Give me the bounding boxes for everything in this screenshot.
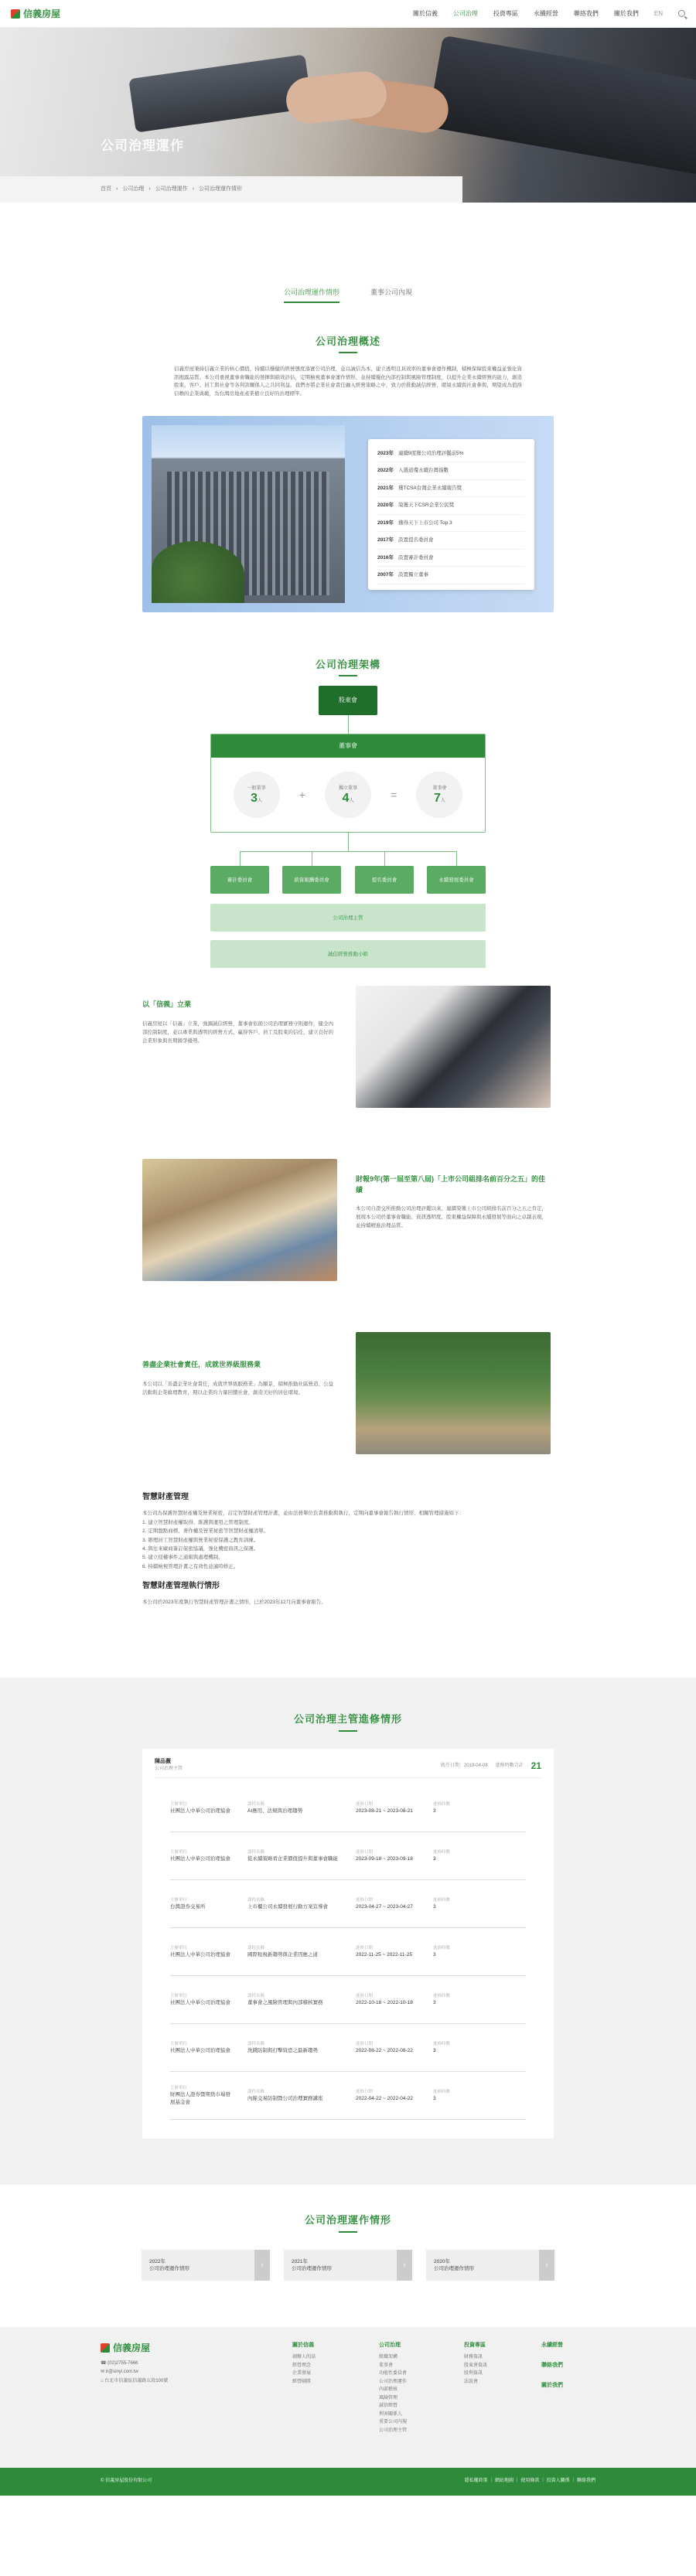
appointment-date: 就任日期：2019-04-08 — [440, 1763, 488, 1768]
footer-column-head[interactable]: 投資專區 — [464, 2342, 486, 2348]
tab-operation[interactable]: 公司治理運作情形 — [284, 288, 339, 303]
year-report-link[interactable]: 2020年 公司治理運作情形 › — [426, 2250, 554, 2281]
footer-link[interactable]: 組織架構 — [379, 2355, 398, 2360]
milestone-item: 2020年 榮獲天下CSR企業公民獎 — [377, 497, 525, 515]
footer-link[interactable]: 重要公司內規 — [379, 2420, 408, 2425]
training-cell: 主辦單位 財團法人證券暨期貨市場發展基金會 — [170, 2086, 230, 2105]
title-underline — [339, 2231, 357, 2233]
footer-column-head[interactable]: 關於我們 — [541, 2382, 563, 2388]
site-footer — [0, 2327, 696, 2496]
milestone-item: 2023年 連續9度獲公司治理評鑑前5% — [377, 445, 525, 463]
feature-text: 本公司自證交所推動公司治理評鑑以來，連續榮獲上市公司組排名前百分之五之肯定，展現本公司於董事會職能、資訊透明度、股東權益保障與永續發展等面向之卓越表現，並持續精進治理品質。 — [356, 1206, 547, 1229]
training-cell: 進修日期 2023-08-21 ~ 2023-08-21 — [356, 1801, 413, 1814]
total-directors: 董事會 7人 — [416, 772, 462, 818]
feature-title: 善盡企業社會責任，成就世界級服務業 — [142, 1361, 261, 1369]
footer-column-head[interactable]: 關於信義 — [292, 2342, 314, 2348]
training-cell: 進修時數 3 — [433, 2089, 451, 2102]
hero-banner — [0, 28, 696, 203]
training-row — [170, 1784, 526, 1832]
ip-title: 智慧財產管理 — [142, 1493, 189, 1502]
training-cell: 進修時數 3 — [433, 1945, 451, 1958]
committee-box: 提名委員會 — [355, 866, 414, 894]
ip-intro: 本公司為保護智慧財產權及營業秘密，訂定智慧財產管理計畫，並由法務單位負責推動與執行，定期向董事會報告執行情形，相關管理措施如下： — [142, 1511, 464, 1517]
ip-item: 4. 與往來廠商簽訂保密協議，強化機密資訊之保護。 — [142, 1545, 259, 1552]
general-directors: 一般董事 3人 — [234, 772, 280, 818]
breadcrumb-current: 公司治理運作情形 — [199, 186, 243, 192]
title-underline — [339, 1730, 357, 1732]
milestone-item: 2016年 設置審計委員會 — [377, 550, 525, 567]
breadcrumb-link[interactable]: 公司治理運作 — [155, 186, 188, 192]
overview-text: 信義房屋秉持信義立業的核心價值，持續以穩健的經營態度落實公司治理，並以誠信為本，建立透明且具效率的董事會運作機制，積極保障股東權益並強化資訊揭露品質。本公司重視董事會職能的發揮與績效評估，定期檢視董事會運作情形，並持續優化內部控制與風險管理制度，以提升企業永續經營的能力，創造股東、客戶、員工與社會等各利害關係人之共同利益。我們亦將企業社會責任融入經營策略之中，致力於推動誠信經營、環境永續與社會參與，期望成為值得信賴的企業典範，為台灣房地產產業樹立良好的治理標竿。 — [174, 366, 522, 397]
connector — [384, 851, 385, 866]
committee-box: 永續發展委員會 — [427, 866, 486, 894]
year-report-link[interactable]: 2022年 公司治理運作情形 › — [142, 2250, 270, 2281]
nav-item[interactable]: 聯絡我們 — [573, 9, 599, 17]
training-cell: 課程名稱 AI應用、法規與治理趨勢 — [247, 1801, 303, 1814]
footer-link[interactable]: 董事會 — [379, 2363, 394, 2368]
footer-link[interactable]: 經營理念 — [292, 2363, 312, 2368]
training-title: 公司治理主管進修情形 — [293, 1713, 402, 1726]
training-section — [0, 1678, 696, 2185]
training-cell: 進修時數 3 — [433, 2041, 451, 2054]
footer-link[interactable]: 經營團隊 — [292, 2379, 312, 2384]
page-title: 公司治理運作 — [101, 138, 184, 153]
board-box — [210, 734, 486, 833]
training-row — [170, 1880, 526, 1928]
ip-item: 3. 辦理員工智慧財產權與營業秘密保護之教育訓練。 — [142, 1537, 259, 1543]
equals-sign: = — [391, 788, 397, 801]
training-cell: 進修日期 2022-08-22 ~ 2022-08-22 — [356, 2041, 413, 2054]
ip-list — [142, 1518, 554, 1571]
classroom-photo — [142, 1159, 337, 1281]
ip-sub-text: 本公司於2023年度執行智慧財產管理計畫之情形，已於2023年12月向董事會報告。 — [142, 1600, 326, 1605]
tab-bylaws[interactable]: 董事公司內規 — [370, 288, 413, 296]
feature-block — [0, 1332, 696, 1456]
feature-text: 本公司以「善盡企業社會責任，成就世界級服務業」為願景，積極推動社區營造、公益活動與企業倫理教育，期以企業的力量回饋社會，創造美好的居住環境。 — [142, 1381, 333, 1395]
feature-block — [0, 1159, 696, 1283]
training-cell: 進修日期 2022-10-18 ~ 2022-10-18 — [356, 1993, 413, 2006]
meeting-photo — [356, 986, 551, 1108]
footer-column — [292, 2341, 316, 2386]
nav-item[interactable]: 永續經營 — [533, 9, 558, 17]
connector — [348, 715, 349, 734]
training-cell: 主辦單位 社團法人中華公司治理協會 — [170, 1945, 230, 1958]
unit-box: 誠信經營推動小組 — [210, 940, 486, 968]
ip-item: 2. 定期盤點商標、著作權及營業秘密等智慧財產權清單。 — [142, 1528, 269, 1535]
training-cell: 進修時數 3 — [433, 1849, 451, 1862]
milestone-item: 2021年 獲TCSA台灣企業永續報告獎 — [377, 480, 525, 498]
building-photo — [152, 425, 345, 603]
training-cell: 課程名稱 從永續策略看企業價值提升與董事會職能 — [247, 1849, 338, 1862]
board-title: 董事會 — [211, 734, 485, 758]
title-underline — [339, 675, 357, 676]
breadcrumb: 首頁 › 公司治理 › 公司治理運作 › 公司治理運作情形 — [0, 176, 462, 203]
yearly-title: 公司治理運作情形 — [304, 2214, 391, 2227]
training-row — [170, 1928, 526, 1976]
training-cell: 課程名稱 洗錢防制與打擊資恐之最新趨勢 — [247, 2041, 318, 2054]
footer-link[interactable]: 企業發展 — [292, 2371, 312, 2377]
copyright: © 信義房屋股份有限公司 — [101, 2479, 152, 2484]
arrow-right-icon: › — [539, 2250, 554, 2281]
training-cell: 進修時數 3 — [433, 1897, 451, 1910]
milestone-item: 2019年 獲得天下上市公司 Top 3 — [377, 515, 525, 533]
training-cell: 課程名稱 國際租稅新趨勢與企業因應之道 — [247, 1945, 318, 1958]
footer-bar — [0, 2468, 696, 2496]
yearly-section — [0, 2185, 696, 2281]
training-cell: 課程名稱 上市櫃公司永續發展行動方案宣導會 — [247, 1897, 328, 1910]
milestone-panel — [142, 416, 554, 612]
feature-title: 以「信義」立業 — [142, 1000, 192, 1009]
training-card — [142, 1749, 554, 2139]
footer-link[interactable]: 內部稽核 — [379, 2387, 398, 2393]
year-report-link[interactable]: 2021年 公司治理運作情形 › — [284, 2250, 412, 2281]
ip-section — [142, 1491, 554, 1607]
training-cell: 進修日期 2022-11-25 ~ 2022-11-25 — [356, 1945, 412, 1958]
officer-role: 公司治理主管 — [155, 1767, 183, 1772]
connector — [240, 851, 241, 866]
breadcrumb-link[interactable]: 公司治理 — [122, 186, 145, 192]
footer-address: 台北市信義區信義路五段100號 — [104, 2378, 169, 2383]
structure-title: 公司治理架構 — [315, 658, 380, 670]
milestone-item: 2022年 入選道瓊永續台灣指數 — [377, 462, 525, 480]
training-list — [170, 1784, 526, 2120]
milestone-item: 2017年 設置提名委員會 — [377, 532, 525, 550]
training-cell: 課程名稱 內線交易防制暨公司治理實務講座 — [247, 2089, 323, 2102]
footer-links[interactable]: 隱私權政策 ｜ 網站地圖 ｜ 使用條款 ｜ 投資人關係 ｜ 聯絡我們 — [464, 2479, 595, 2484]
footer-column — [541, 2381, 563, 2394]
feature-title: 財報9年(第一屆至第八屆)「上市公司組排名前百分之五」的佳績 — [356, 1175, 546, 1194]
nav-item[interactable]: 關於我們 — [613, 9, 639, 17]
feature-text: 信義房屋以「信義」立業，強調誠信經營，董事會依循公司治理實務守則運作，健全內部控制制度，並以專業與透明的經營方式，贏得客戶、員工及股東的信任，建立良好的企業形象與長期競爭優勢。 — [142, 1021, 333, 1044]
connector — [348, 833, 349, 851]
language-switch[interactable]: EN — [653, 9, 663, 17]
training-cell: 主辦單位 台灣證券交易所 — [170, 1897, 206, 1910]
training-cell: 主辦單位 社團法人中華公司治理協會 — [170, 1801, 230, 1814]
main-nav — [413, 9, 685, 19]
footer-column-head[interactable]: 永續經營 — [541, 2342, 563, 2348]
footer-link[interactable]: 誠信經營 — [379, 2404, 398, 2409]
footer-link[interactable]: 股利資訊 — [464, 2371, 483, 2377]
footer-email[interactable]: ir@sinyi.com.tw — [105, 2370, 138, 2375]
milestone-list — [368, 439, 534, 590]
committee-box: 審計委員會 — [210, 866, 269, 894]
training-row — [170, 1976, 526, 2024]
training-cell: 主辦單位 社團法人中華公司治理協會 — [170, 1993, 230, 2006]
training-cell: 進修日期 2023-09-18 ~ 2023-09-18 — [356, 1849, 413, 1862]
group-photo — [356, 1332, 551, 1454]
training-cell: 課程名稱 董事會之風險管理與內部稽核實務 — [247, 1993, 323, 2006]
ip-item: 1. 建立智慧財產權取得、維護與運用之管理制度。 — [142, 1519, 254, 1525]
ip-item: 5. 建立侵權事件之通報與處理機制。 — [142, 1555, 223, 1561]
hours-total: 21 — [531, 1760, 541, 1772]
training-row — [170, 2072, 526, 2120]
org-chart — [0, 681, 696, 983]
milestone-item: 2007年 設置獨立董事 — [377, 567, 525, 584]
footer-link[interactable]: 創辦人的話 — [292, 2355, 316, 2360]
title-underline — [339, 352, 357, 353]
site-header — [0, 0, 696, 28]
feature-block — [0, 986, 696, 1109]
hours-label: 進修時數合計 — [495, 1763, 524, 1768]
logo-icon — [11, 9, 20, 19]
footer-column — [464, 2341, 487, 2386]
brand-logo[interactable] — [11, 7, 60, 21]
overview-section — [0, 334, 696, 612]
plus-sign: + — [299, 788, 305, 801]
arrow-right-icon: › — [254, 2250, 270, 2281]
footer-column-head[interactable]: 聯絡我們 — [541, 2362, 563, 2368]
committee-box: 薪資報酬委員會 — [282, 866, 341, 894]
ip-item: 6. 持續檢視管理計畫之有效性並適時修正。 — [142, 1563, 239, 1569]
footer-link[interactable]: 股東會資訊 — [464, 2363, 488, 2368]
arrow-right-icon: › — [397, 2250, 412, 2281]
brand-name: 信義房屋 — [23, 8, 61, 19]
footer-column-head[interactable]: 公司治理 — [379, 2342, 401, 2348]
nav-item[interactable]: 投資專區 — [493, 9, 518, 17]
connector — [240, 851, 456, 852]
training-row — [170, 1832, 526, 1880]
training-cell: 進修時數 3 — [433, 1993, 451, 2006]
footer-link[interactable]: 公司治理運作 — [379, 2379, 408, 2384]
training-row — [170, 2024, 526, 2072]
hero-image-part — [427, 36, 696, 175]
footer-contact: ☎ (02)2755-7666 ✉ ir@sinyi.com.tw ⌂ 台北市信義區信義路五段100號 — [101, 2360, 169, 2383]
training-cell: 進修日期 2023-04-27 ~ 2023-04-27 — [356, 1897, 413, 1910]
overview-title: 公司治理概述 — [315, 335, 380, 347]
officer-name: 陳品薇 — [155, 1758, 171, 1764]
ip-sub-title: 智慧財產管理執行情形 — [142, 1582, 220, 1590]
unit-box: 公司治理主管 — [210, 904, 486, 932]
nav-item-active[interactable]: 公司治理 — [452, 9, 478, 17]
training-cell: 進修日期 2022-04-22 ~ 2022-04-22 — [356, 2089, 413, 2102]
footer-column — [541, 2341, 563, 2353]
footer-column — [541, 2361, 563, 2373]
shareholders-box: 股東會 — [319, 686, 377, 715]
section-tabs — [0, 288, 696, 303]
breadcrumb-link[interactable]: 首頁 — [101, 186, 111, 192]
footer-link[interactable]: 利害關係人 — [379, 2411, 403, 2417]
independent-directors: 獨立董事 4人 — [325, 772, 371, 818]
nav-item[interactable]: 關於信義 — [412, 9, 438, 17]
footer-link[interactable]: 財務資訊 — [464, 2355, 483, 2360]
logo-icon — [101, 2343, 110, 2353]
footer-logo[interactable]: 信義房屋 — [101, 2341, 150, 2355]
training-cell: 主辦單位 社團法人中華公司治理協會 — [170, 1849, 230, 1862]
footer-link[interactable]: 公司治理主管 — [379, 2428, 408, 2433]
hero-image-part — [128, 54, 312, 132]
training-cell: 進修時數 3 — [433, 1801, 451, 1814]
training-cell: 主辦單位 社團法人中華公司治理協會 — [170, 2041, 230, 2054]
footer-link[interactable]: 法說會 — [464, 2379, 479, 2384]
connector — [456, 851, 457, 866]
footer-link[interactable]: 功能性委員會 — [379, 2371, 408, 2377]
search-icon[interactable] — [678, 10, 685, 17]
footer-link[interactable]: 風險管理 — [379, 2395, 398, 2401]
footer-phone[interactable]: (02)2755-7666 — [107, 2360, 138, 2366]
footer-column — [379, 2341, 407, 2435]
structure-section — [0, 657, 696, 983]
